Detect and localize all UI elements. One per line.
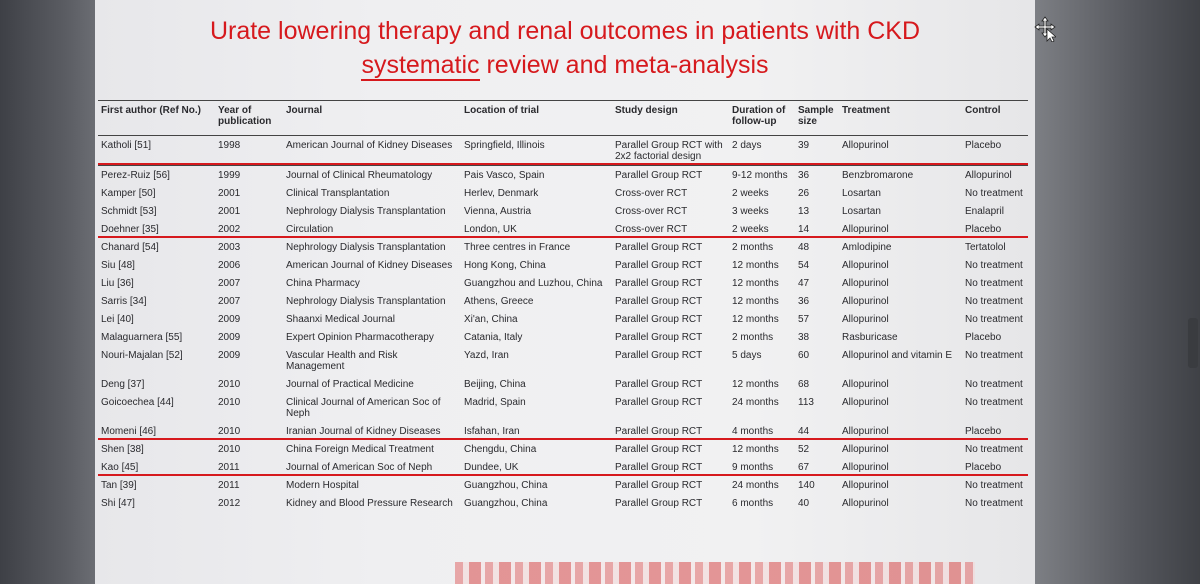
column-header: Duration of follow-up bbox=[729, 101, 795, 136]
table-cell: Allopurinol bbox=[839, 136, 962, 166]
table-cell: Allopurinol bbox=[839, 220, 962, 238]
table-cell: 67 bbox=[795, 458, 839, 476]
table-row bbox=[98, 238, 1028, 256]
table-cell: 1998 bbox=[215, 136, 283, 166]
table-row bbox=[98, 393, 1028, 422]
monitor-bezel-right bbox=[1035, 0, 1200, 584]
move-cursor-icon bbox=[1034, 16, 1056, 42]
title-line-2 bbox=[95, 48, 1035, 82]
table-cell: Allopurinol bbox=[965, 170, 1012, 181]
table-cell: 60 bbox=[798, 350, 810, 361]
table-cell: Liu [36] bbox=[101, 278, 134, 289]
table-cell: 2007 bbox=[218, 278, 241, 289]
table-cell: Allopurinol bbox=[842, 296, 889, 307]
column-header: Year of publication bbox=[215, 101, 283, 136]
table-cell: 68 bbox=[798, 379, 810, 390]
table-cell: 36 bbox=[798, 296, 810, 307]
table-cell: Guangzhou, China bbox=[464, 480, 548, 491]
table-cell: American Journal of Kidney Diseases bbox=[286, 260, 453, 271]
table-cell: Cross-over RCT bbox=[612, 220, 729, 238]
table-cell: 12 months bbox=[732, 278, 779, 289]
table-cell: 2 days bbox=[729, 136, 795, 166]
table-cell: 2012 bbox=[218, 498, 241, 509]
table-cell: Allopurinol bbox=[842, 278, 889, 289]
table-cell: Tan [39] bbox=[101, 480, 137, 491]
table-cell: 4 months bbox=[729, 422, 795, 440]
table-cell: Parallel Group RCT bbox=[615, 170, 703, 181]
table-cell: Lei [40] bbox=[101, 314, 134, 325]
table-cell: 2010 bbox=[215, 422, 283, 440]
table-cell: 40 bbox=[798, 498, 810, 509]
table-cell: 38 bbox=[798, 332, 810, 343]
table-cell: Madrid, Spain bbox=[464, 397, 526, 408]
table-cell: 2001 bbox=[218, 188, 241, 199]
table-row bbox=[98, 274, 1028, 292]
table-cell: Shaanxi Medical Journal bbox=[286, 314, 395, 325]
table-cell: Nouri-Majalan [52] bbox=[101, 350, 183, 361]
table-row bbox=[98, 440, 1028, 458]
table-cell: Parallel Group RCT bbox=[615, 332, 703, 343]
table-cell: Placebo bbox=[962, 458, 1028, 476]
table-cell: Herlev, Denmark bbox=[464, 188, 539, 199]
table-cell: No treatment bbox=[965, 278, 1023, 289]
table-row bbox=[98, 375, 1028, 393]
table-cell: Kidney and Blood Pressure Research bbox=[286, 498, 453, 509]
table-row bbox=[98, 256, 1028, 274]
table-cell: Guangzhou and Luzhou, China bbox=[464, 278, 603, 289]
table-cell: 2007 bbox=[218, 296, 241, 307]
table-cell: Shi [47] bbox=[101, 498, 135, 509]
table-cell: Parallel Group RCT bbox=[615, 498, 703, 509]
table-cell: No treatment bbox=[965, 260, 1023, 271]
table-cell: Journal of American Soc of Neph bbox=[283, 458, 461, 476]
table-cell: 1999 bbox=[218, 170, 241, 181]
table-cell: Yazd, Iran bbox=[464, 350, 509, 361]
table-cell: No treatment bbox=[965, 498, 1023, 509]
table-cell: Vienna, Austria bbox=[464, 206, 532, 217]
table-cell: Vascular Health and Risk Management bbox=[286, 350, 398, 372]
table-cell: China Foreign Medical Treatment bbox=[286, 444, 434, 455]
table-cell: Allopurinol bbox=[842, 397, 889, 408]
table-cell: American Journal of Kidney Diseases bbox=[283, 136, 461, 166]
footer-decoration bbox=[455, 562, 975, 584]
table-cell: 12 months bbox=[732, 379, 779, 390]
table-cell: 2010 bbox=[218, 397, 241, 408]
table-cell: 2003 bbox=[218, 242, 241, 253]
table-cell: Catania, Italy bbox=[464, 332, 523, 343]
table-cell: 44 bbox=[795, 422, 839, 440]
table-cell: Journal of Clinical Rheumatology bbox=[286, 170, 433, 181]
table-cell: 26 bbox=[798, 188, 810, 199]
table-cell: 48 bbox=[798, 242, 810, 253]
table-cell: 47 bbox=[798, 278, 810, 289]
table-cell: Nephrology Dialysis Transplantation bbox=[286, 242, 446, 253]
study-table bbox=[98, 100, 1028, 512]
column-header: Treatment bbox=[839, 101, 962, 136]
table-row bbox=[98, 328, 1028, 346]
column-header: Location of trial bbox=[461, 101, 612, 136]
table-row bbox=[98, 310, 1028, 328]
table-cell: Malaguarnera [55] bbox=[101, 332, 183, 343]
table-cell: 2 months bbox=[732, 332, 774, 343]
slide bbox=[95, 0, 1035, 584]
column-header: Sample size bbox=[795, 101, 839, 136]
table-cell: Losartan bbox=[842, 206, 881, 217]
table-cell: Parallel Group RCT bbox=[612, 422, 729, 440]
table-cell: Momeni [46] bbox=[98, 422, 215, 440]
table-row bbox=[98, 184, 1028, 202]
table-cell: Cross-over RCT bbox=[615, 206, 688, 217]
table-row bbox=[98, 346, 1028, 375]
table-cell: 2 months bbox=[732, 242, 774, 253]
table-body bbox=[98, 136, 1028, 513]
table-cell: 13 bbox=[798, 206, 810, 217]
table-cell: 2011 bbox=[215, 458, 283, 476]
table-cell: Parallel Group RCT bbox=[615, 444, 703, 455]
column-header: Journal bbox=[283, 101, 461, 136]
table-cell: 3 weeks bbox=[732, 206, 769, 217]
table-row bbox=[98, 476, 1028, 494]
table-cell: No treatment bbox=[965, 444, 1023, 455]
table-cell: 52 bbox=[798, 444, 810, 455]
table-cell: Modern Hospital bbox=[286, 480, 359, 491]
scrollbar-thumb[interactable] bbox=[1188, 318, 1198, 368]
table-cell: 39 bbox=[795, 136, 839, 166]
table-row-highlighted bbox=[98, 458, 1028, 476]
table-header bbox=[98, 101, 1028, 136]
table-cell: Parallel Group RCT with 2x2 factorial design bbox=[612, 136, 729, 166]
table-cell: Allopurinol bbox=[842, 444, 889, 455]
table-cell: Sarris [34] bbox=[101, 296, 147, 307]
table-cell: Amlodipine bbox=[842, 242, 892, 253]
column-header: Study design bbox=[612, 101, 729, 136]
table-cell: Chanard [54] bbox=[101, 242, 159, 253]
column-header: First author (Ref No.) bbox=[98, 101, 215, 136]
table-cell: No treatment bbox=[965, 188, 1023, 199]
table-cell: 140 bbox=[798, 480, 815, 491]
slide-title bbox=[95, 14, 1035, 82]
table-cell: 113 bbox=[798, 397, 814, 408]
table-cell: Xi'an, China bbox=[464, 314, 518, 325]
table-cell: London, UK bbox=[461, 220, 612, 238]
table-cell: No treatment bbox=[965, 296, 1023, 307]
table-cell: No treatment bbox=[965, 397, 1023, 408]
table-row bbox=[98, 166, 1028, 185]
column-header: Control bbox=[962, 101, 1028, 136]
table-cell: Nephrology Dialysis Transplantation bbox=[286, 296, 446, 307]
table-cell: 36 bbox=[798, 170, 810, 181]
table-row bbox=[98, 494, 1028, 512]
table-cell: Perez-Ruiz [56] bbox=[101, 170, 170, 181]
table-cell: 24 months bbox=[732, 397, 779, 408]
table-cell: Expert Opinion Pharmacotherapy bbox=[286, 332, 434, 343]
title-underlined-word: systematic bbox=[361, 51, 480, 79]
table-cell: Parallel Group RCT bbox=[612, 458, 729, 476]
table-cell: Shen [38] bbox=[101, 444, 144, 455]
table-cell: Schmidt [53] bbox=[101, 206, 157, 217]
table-cell: Rasburicase bbox=[842, 332, 898, 343]
table-cell: Parallel Group RCT bbox=[615, 397, 703, 408]
table-cell: Placebo bbox=[962, 136, 1028, 166]
table-cell: 5 days bbox=[732, 350, 762, 361]
table-cell: 57 bbox=[798, 314, 810, 325]
table-cell: Nephrology Dialysis Transplantation bbox=[286, 206, 446, 217]
table-cell: Allopurinol bbox=[842, 260, 889, 271]
table-cell: 24 months bbox=[732, 480, 779, 491]
table-cell: No treatment bbox=[965, 314, 1023, 325]
table-cell: Cross-over RCT bbox=[615, 188, 688, 199]
table-cell: Kamper [50] bbox=[101, 188, 156, 199]
table-cell: Springfield, Illinois bbox=[461, 136, 612, 166]
table-cell: Katholi [51] bbox=[98, 136, 215, 166]
table-cell: 54 bbox=[798, 260, 810, 271]
table-cell: Parallel Group RCT bbox=[615, 278, 703, 289]
table-cell: Parallel Group RCT bbox=[615, 242, 703, 253]
table-row-highlighted bbox=[98, 422, 1028, 440]
table-cell: 2010 bbox=[218, 379, 241, 390]
table-cell: 2006 bbox=[218, 260, 241, 271]
table-cell: Iranian Journal of Kidney Diseases bbox=[283, 422, 461, 440]
table-cell: Doehner [35] bbox=[98, 220, 215, 238]
table-cell: Allopurinol bbox=[839, 458, 962, 476]
table-cell: Clinical Journal of American Soc of Neph bbox=[286, 397, 441, 419]
table-cell: 2002 bbox=[215, 220, 283, 238]
table-cell: 12 months bbox=[732, 444, 779, 455]
table-cell: Chengdu, China bbox=[464, 444, 537, 455]
table-header-row bbox=[98, 101, 1028, 136]
table-cell: Goicoechea [44] bbox=[101, 397, 174, 408]
table-cell: Placebo bbox=[965, 332, 1002, 343]
table-cell: 14 bbox=[795, 220, 839, 238]
table-cell: Allopurinol bbox=[842, 379, 889, 390]
table-cell: Kao [45] bbox=[98, 458, 215, 476]
table-cell: No treatment bbox=[965, 480, 1023, 491]
table-cell: Placebo bbox=[962, 422, 1028, 440]
table-cell: Clinical Transplantation bbox=[286, 188, 390, 199]
table-cell: Guangzhou, China bbox=[464, 498, 548, 509]
table-row bbox=[98, 292, 1028, 310]
table-cell: 2 weeks bbox=[729, 220, 795, 238]
table-cell: Three centres in France bbox=[464, 242, 571, 253]
table-cell: Beijing, China bbox=[464, 379, 526, 390]
table-cell: Benzbromarone bbox=[842, 170, 914, 181]
table-cell: Enalapril bbox=[965, 206, 1004, 217]
table-cell: 6 months bbox=[732, 498, 774, 509]
table-cell: 2010 bbox=[218, 444, 241, 455]
table-cell: Parallel Group RCT bbox=[615, 350, 703, 361]
table-row bbox=[98, 202, 1028, 220]
table-cell: 2009 bbox=[218, 332, 241, 343]
title-line-1: Urate lowering therapy and renal outcomes in patients with CKD bbox=[209, 17, 921, 45]
table-cell: Allopurinol bbox=[839, 422, 962, 440]
table-cell: Parallel Group RCT bbox=[615, 296, 703, 307]
table-cell: Losartan bbox=[842, 188, 881, 199]
table-row-highlighted bbox=[98, 136, 1028, 166]
table-cell: 9 months bbox=[729, 458, 795, 476]
table-cell: Hong Kong, China bbox=[464, 260, 546, 271]
table-cell: Allopurinol bbox=[842, 314, 889, 325]
table-cell: Allopurinol bbox=[842, 498, 889, 509]
table-cell: Athens, Greece bbox=[464, 296, 534, 307]
table-cell: No treatment bbox=[965, 379, 1023, 390]
table-cell: 2 weeks bbox=[732, 188, 769, 199]
table-cell: Dundee, UK bbox=[461, 458, 612, 476]
table-cell: Tertatolol bbox=[965, 242, 1006, 253]
table-cell: 9-12 months bbox=[732, 170, 788, 181]
monitor-bezel-left bbox=[0, 0, 95, 584]
table-cell: Parallel Group RCT bbox=[615, 480, 703, 491]
table-cell: Siu [48] bbox=[101, 260, 135, 271]
table-cell: 12 months bbox=[732, 260, 779, 271]
table-cell: Circulation bbox=[283, 220, 461, 238]
title-line-2-rest: review and meta-analysis bbox=[479, 51, 769, 79]
table-cell: 12 months bbox=[732, 314, 779, 325]
table-cell: Parallel Group RCT bbox=[615, 260, 703, 271]
table-cell: 2009 bbox=[218, 314, 241, 325]
table-cell: China Pharmacy bbox=[286, 278, 360, 289]
table-row-highlighted bbox=[98, 220, 1028, 238]
table-cell: No treatment bbox=[965, 350, 1023, 361]
table-cell: Allopurinol and vitamin E bbox=[842, 350, 953, 361]
table-cell: Allopurinol bbox=[842, 480, 889, 491]
table-cell: 12 months bbox=[732, 296, 779, 307]
table-cell: Placebo bbox=[962, 220, 1028, 238]
table-cell: Pais Vasco, Spain bbox=[464, 170, 545, 181]
table-cell: Parallel Group RCT bbox=[615, 379, 703, 390]
table-cell: Parallel Group RCT bbox=[615, 314, 703, 325]
table-cell: 2009 bbox=[218, 350, 241, 361]
table-cell: 2011 bbox=[218, 480, 240, 491]
table-cell: 2001 bbox=[218, 206, 241, 217]
table-cell: Deng [37] bbox=[101, 379, 145, 390]
table-cell: Journal of Practical Medicine bbox=[286, 379, 414, 390]
table-cell: Isfahan, Iran bbox=[461, 422, 612, 440]
